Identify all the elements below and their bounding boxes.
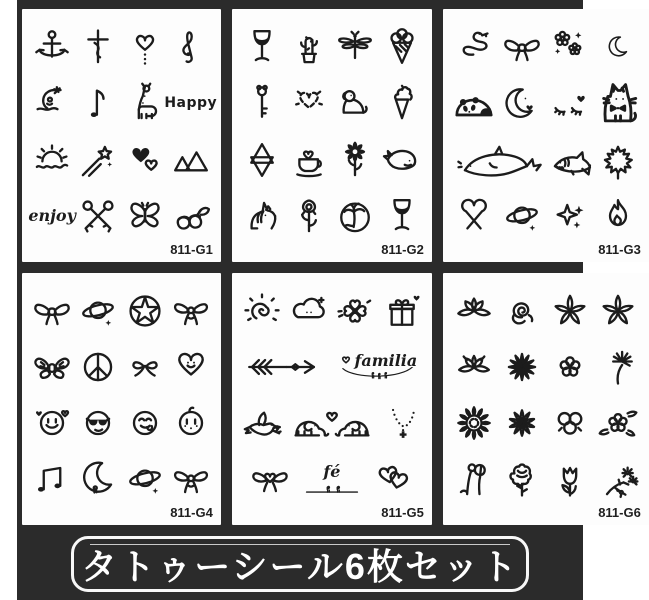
sheet-row: [450, 138, 642, 186]
sheet-row: [29, 79, 218, 127]
smiley-shades-icon: [75, 401, 121, 445]
daisy-icon: [498, 345, 546, 389]
smiley-tongue-icon: [121, 401, 167, 445]
unicorn-icon: [239, 194, 286, 238]
moon-doodle-icon: [29, 81, 75, 125]
sheet-code: 811-G5: [381, 505, 424, 520]
heart-x-icon: [450, 194, 498, 238]
fe-word: fé: [301, 462, 363, 496]
string-bow-icon: [121, 345, 167, 389]
water-lily-icon: [450, 345, 498, 389]
arrow-icon: [239, 345, 332, 389]
anchor-icon: [29, 25, 75, 69]
sheet-row: [239, 399, 425, 447]
butterfly-bow-icon: [29, 345, 75, 389]
sheet-row: [29, 455, 214, 503]
panda-icon: [450, 79, 498, 129]
sheet-row: [239, 455, 425, 503]
sheet-row: [29, 23, 214, 71]
wine-glass-icon: [239, 25, 286, 69]
sheet-row: [29, 399, 214, 447]
rose-stem-icon: [285, 194, 332, 238]
music-note-icon: [75, 81, 121, 125]
sheet-row: [450, 23, 642, 71]
bow-icon: [498, 25, 546, 69]
sheet-row: [239, 23, 425, 71]
dragonfly-icon: [332, 25, 379, 69]
bow-heart-icon: [239, 457, 301, 501]
blossom-icon: [546, 345, 594, 389]
familia-word: familia: [332, 351, 425, 383]
peace-icon: [75, 345, 121, 389]
banner-label: タトゥーシール6枚セット: [81, 545, 519, 587]
bow-ribbon-icon: [168, 289, 214, 333]
key-icon: [239, 81, 286, 125]
sheet-row: [450, 287, 642, 335]
music-notes-icon: [29, 457, 75, 501]
treble-clef-icon: [168, 25, 214, 69]
saturn-icon: [75, 289, 121, 333]
cat-icon: [594, 77, 642, 131]
sparkles-icon: [546, 194, 594, 238]
happy-word: Happy: [164, 95, 218, 112]
sleepy-lashes-icon: [546, 82, 594, 126]
flower-spray-icon: [594, 457, 642, 501]
shark-icon: [546, 140, 594, 184]
coffee-heart-icon: [285, 138, 332, 182]
sun-spiral-icon: [239, 289, 286, 333]
dark-panel: [17, 0, 641, 600]
tiny-flowers-icon: [546, 25, 594, 69]
carnation-icon: [498, 457, 546, 501]
smiley-hearts-icon: [29, 401, 75, 445]
gift-icon: [378, 289, 425, 333]
saturn-icon: [498, 194, 546, 238]
product-banner: [71, 536, 529, 592]
sheet-code: 811-G4: [170, 505, 213, 520]
sun-waves-icon: [29, 138, 75, 182]
icecream-scoops-icon: [378, 25, 425, 69]
smiley-shy-icon: [168, 401, 214, 445]
icecream-swirl-icon: [378, 81, 425, 125]
rose-spiral-icon: [498, 289, 546, 333]
crescent-moon-icon: [594, 32, 642, 62]
sheet-row: [29, 136, 214, 184]
crossed-keys-icon: [75, 194, 121, 238]
heart-smiley-icon: [168, 345, 214, 389]
sheet-row: [29, 287, 214, 335]
saturn-icon: [121, 457, 167, 501]
flower-leaves-icon: [594, 401, 642, 445]
acorns-icon: [168, 194, 214, 238]
poppy-stems-icon: [450, 457, 498, 501]
sheet-grid: [17, 0, 641, 525]
sheet-code: 811-G1: [170, 242, 213, 257]
banner-inner-line: [90, 544, 510, 545]
sheet-row: [450, 399, 642, 447]
dove-icon: [239, 401, 286, 445]
rosary-icon: [378, 401, 425, 445]
familia-flourish-icon: [336, 367, 420, 383]
clover-hearts-icon: [332, 289, 379, 333]
tattoo-sheet: [443, 9, 649, 262]
giraffe-icon: [121, 81, 167, 125]
sheet-row: [450, 77, 642, 131]
sheet-code: 811-G6: [598, 505, 641, 520]
sheet-row: [450, 343, 642, 391]
linked-hearts-icon: [363, 457, 425, 501]
pentagram-icon: [121, 289, 167, 333]
tattoo-sheet: [443, 273, 649, 525]
sheet-code: 811-G2: [381, 242, 424, 257]
puppy-icon: [332, 81, 379, 125]
wine-glass-icon: [378, 194, 425, 238]
heart-wreath-icon: [285, 81, 332, 125]
sheet-row: [29, 192, 214, 240]
tattoo-sheet: [232, 273, 432, 525]
sheet-row: [239, 192, 425, 240]
palm-island-icon: [332, 194, 379, 238]
sheet-row: [450, 192, 642, 240]
sheet-row: [239, 287, 425, 335]
sheet-row: [29, 343, 214, 391]
star-of-david-icon: [239, 138, 286, 182]
mini-heart-icon: [339, 354, 353, 368]
sunflower-stem-icon: [332, 138, 379, 182]
shooting-star-icon: [75, 138, 121, 182]
sheet-row: [450, 455, 642, 503]
sheet-code: 811-G3: [598, 242, 641, 257]
moon-person-icon: [75, 457, 121, 501]
lotus-icon: [450, 289, 498, 333]
heart-pair-icon: [121, 138, 167, 182]
lily-icon: [546, 289, 594, 333]
maple-leaf-icon: [594, 140, 642, 184]
enjoy-word: enjoy: [28, 206, 76, 226]
dandelion-icon: [594, 345, 642, 389]
whale-icon: [378, 138, 425, 182]
sheet-row: [239, 79, 425, 127]
lily-icon: [594, 289, 642, 333]
tulip-icon: [546, 457, 594, 501]
flame-icon: [594, 194, 642, 238]
heart-dots-icon: [121, 25, 167, 69]
birds-flourish-icon: [303, 480, 361, 496]
bow-ribbon-icon: [168, 457, 214, 501]
snake-icon: [450, 25, 498, 69]
mountains-icon: [168, 138, 214, 182]
daisy-dark-icon: [498, 401, 546, 445]
tattoo-sheet: [22, 273, 221, 525]
moon-heart-icon: [498, 82, 546, 126]
tattoo-sheet: [22, 9, 221, 262]
bow-icon: [29, 289, 75, 333]
orchid-icon: [546, 401, 594, 445]
cactus-icon: [285, 25, 332, 69]
elephants-icon: [285, 401, 378, 445]
cross-script-icon: [75, 25, 121, 69]
sheet-row: [239, 343, 425, 391]
cloud-icon: [285, 289, 332, 333]
tattoo-sheet: [232, 9, 432, 262]
sheet-row: [239, 136, 425, 184]
sunflower-icon: [450, 401, 498, 445]
dolphin-icon: [450, 140, 546, 184]
butterfly-icon: [121, 194, 167, 238]
